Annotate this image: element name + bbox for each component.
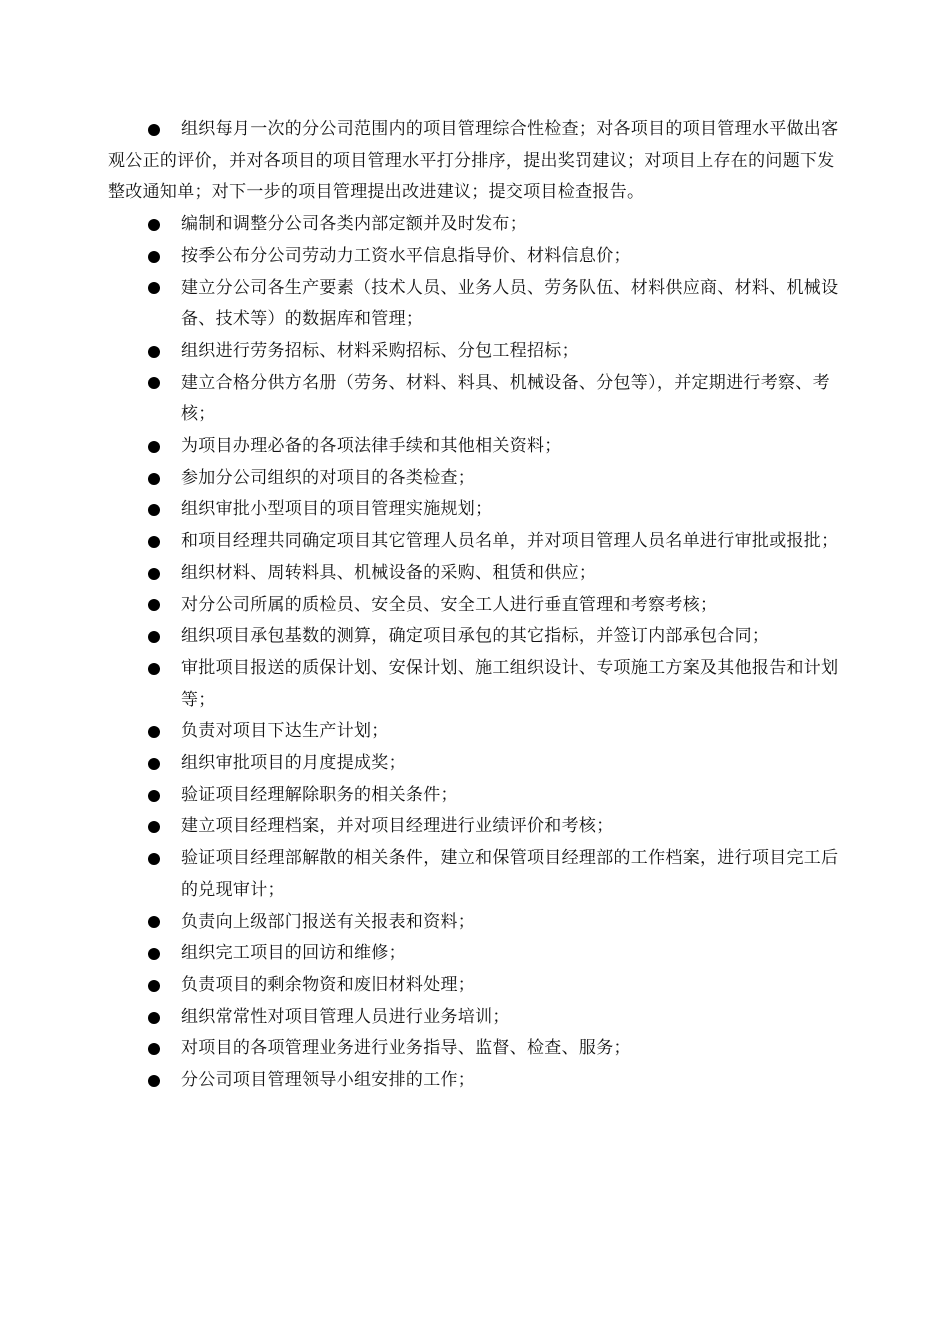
list-item-text: 为项目办理必备的各项法律手续和其他相关资料； — [181, 436, 562, 457]
bullet-icon — [146, 241, 162, 273]
bullet-icon — [146, 273, 162, 305]
bullet-icon — [146, 336, 162, 368]
list-item — [0, 1002, 950, 1034]
bullet-icon — [146, 1002, 162, 1034]
list-item — [0, 843, 950, 906]
bullet-icon — [146, 526, 162, 558]
list-item — [0, 780, 950, 812]
bullet-icon — [146, 590, 162, 622]
bullet-icon — [146, 716, 162, 748]
list-item — [0, 526, 950, 558]
list-item — [0, 653, 950, 716]
list-item — [0, 558, 950, 590]
bullet-icon — [146, 114, 162, 146]
bullet-icon — [146, 463, 162, 495]
list-item-text: 按季公布分公司劳动力工资水平信息指导价、材料信息价； — [181, 245, 631, 266]
list-item — [0, 368, 950, 431]
list-item — [0, 938, 950, 970]
list-item-text: 审批项目报送的质保计划、安保计划、施工组织设计、专项施工方案及其他报告和计划等； — [181, 657, 839, 710]
bullet-icon — [146, 1033, 162, 1065]
list-item — [0, 716, 950, 748]
list-item-text: 对项目的各项管理业务进行业务指导、监督、检查、服务； — [181, 1038, 631, 1059]
list-item — [0, 209, 950, 241]
bullet-icon — [146, 748, 162, 780]
bullet-icon — [146, 621, 162, 653]
list-item — [0, 114, 950, 209]
list-item — [0, 811, 950, 843]
bullet-icon — [146, 843, 162, 875]
bullet-icon — [146, 558, 162, 590]
list-item — [0, 494, 950, 526]
bullet-icon — [146, 653, 162, 685]
bullet-icon — [146, 494, 162, 526]
list-item — [0, 241, 950, 273]
list-item-text: 建立项目经理档案，并对项目经理进行业绩评价和考核； — [181, 816, 614, 837]
list-item-text: 组织审批项目的月度提成奖； — [181, 753, 406, 774]
list-item — [0, 273, 950, 336]
list-item-text: 和项目经理共同确定项目其它管理人员名单，并对项目管理人员名单进行审批或报批； — [181, 531, 839, 552]
bullet-list — [0, 114, 950, 1097]
list-item-text: 组织材料、周转料具、机械设备的采购、租赁和供应； — [181, 562, 597, 583]
list-item — [0, 590, 950, 622]
list-item — [0, 431, 950, 463]
list-item-text: 分公司项目管理领导小组安排的工作； — [181, 1070, 476, 1091]
bullet-icon — [146, 811, 162, 843]
list-item-text: 组织常常性对项目管理人员进行业务培训； — [181, 1006, 510, 1027]
bullet-icon — [146, 907, 162, 939]
list-item-text: 组织项目承包基数的测算，确定项目承包的其它指标，并签订内部承包合同； — [181, 626, 770, 647]
list-item — [0, 1033, 950, 1065]
list-item-text: 建立分公司各生产要素（技术人员、业务人员、劳务队伍、材料供应商、材料、机械设备、技术等）的数据库和管理； — [181, 277, 839, 330]
list-item — [0, 748, 950, 780]
list-item — [0, 336, 950, 368]
list-item-text: 对分公司所属的质检员、安全员、安全工人进行垂直管理和考察考核； — [181, 594, 718, 615]
bullet-icon — [146, 431, 162, 463]
list-item — [0, 907, 950, 939]
list-item-text: 组织进行劳务招标、材料采购招标、分包工程招标； — [181, 340, 579, 361]
list-item-text: 建立合格分供方名册（劳务、材料、料具、机械设备、分包等），并定期进行考察、考核； — [181, 372, 830, 425]
list-item-text: 验证项目经理解除职务的相关条件； — [181, 784, 458, 805]
list-item-text: 负责项目的剩余物资和废旧材料处理； — [181, 974, 476, 995]
list-item-text: 负责向上级部门报送有关报表和资料； — [181, 911, 476, 932]
list-item-text: 参加分公司组织的对项目的各类检查； — [181, 467, 476, 488]
list-item-text: 组织审批小型项目的项目管理实施规划； — [181, 499, 493, 520]
list-item-text: 验证项目经理部解散的相关条件，建立和保管项目经理部的工作档案，进行项目完工后的兑现审计； — [181, 848, 839, 900]
list-item — [0, 621, 950, 653]
list-item — [0, 1065, 950, 1097]
list-item-text: 组织每月一次的分公司范围内的项目管理综合性检查；对各项目的项目管理水平做出客观公正的评价，并对各项目的项目管理水平打分排序，提出奖罚建议；对项目上存在的问题下发整改通知单；对下一步的项目管理提出改进建议；提交项目检查报告。 — [108, 119, 839, 203]
bullet-icon — [146, 1065, 162, 1097]
bullet-icon — [146, 938, 162, 970]
list-item-text: 编制和调整分公司各类内部定额并及时发布； — [181, 214, 527, 235]
list-item-text: 组织完工项目的回访和维修； — [181, 943, 406, 964]
bullet-icon — [146, 970, 162, 1002]
bullet-icon — [146, 780, 162, 812]
list-item — [0, 463, 950, 495]
list-item-text: 负责对项目下达生产计划； — [181, 721, 389, 742]
list-item — [0, 970, 950, 1002]
bullet-icon — [146, 368, 162, 400]
bullet-icon — [146, 209, 162, 241]
